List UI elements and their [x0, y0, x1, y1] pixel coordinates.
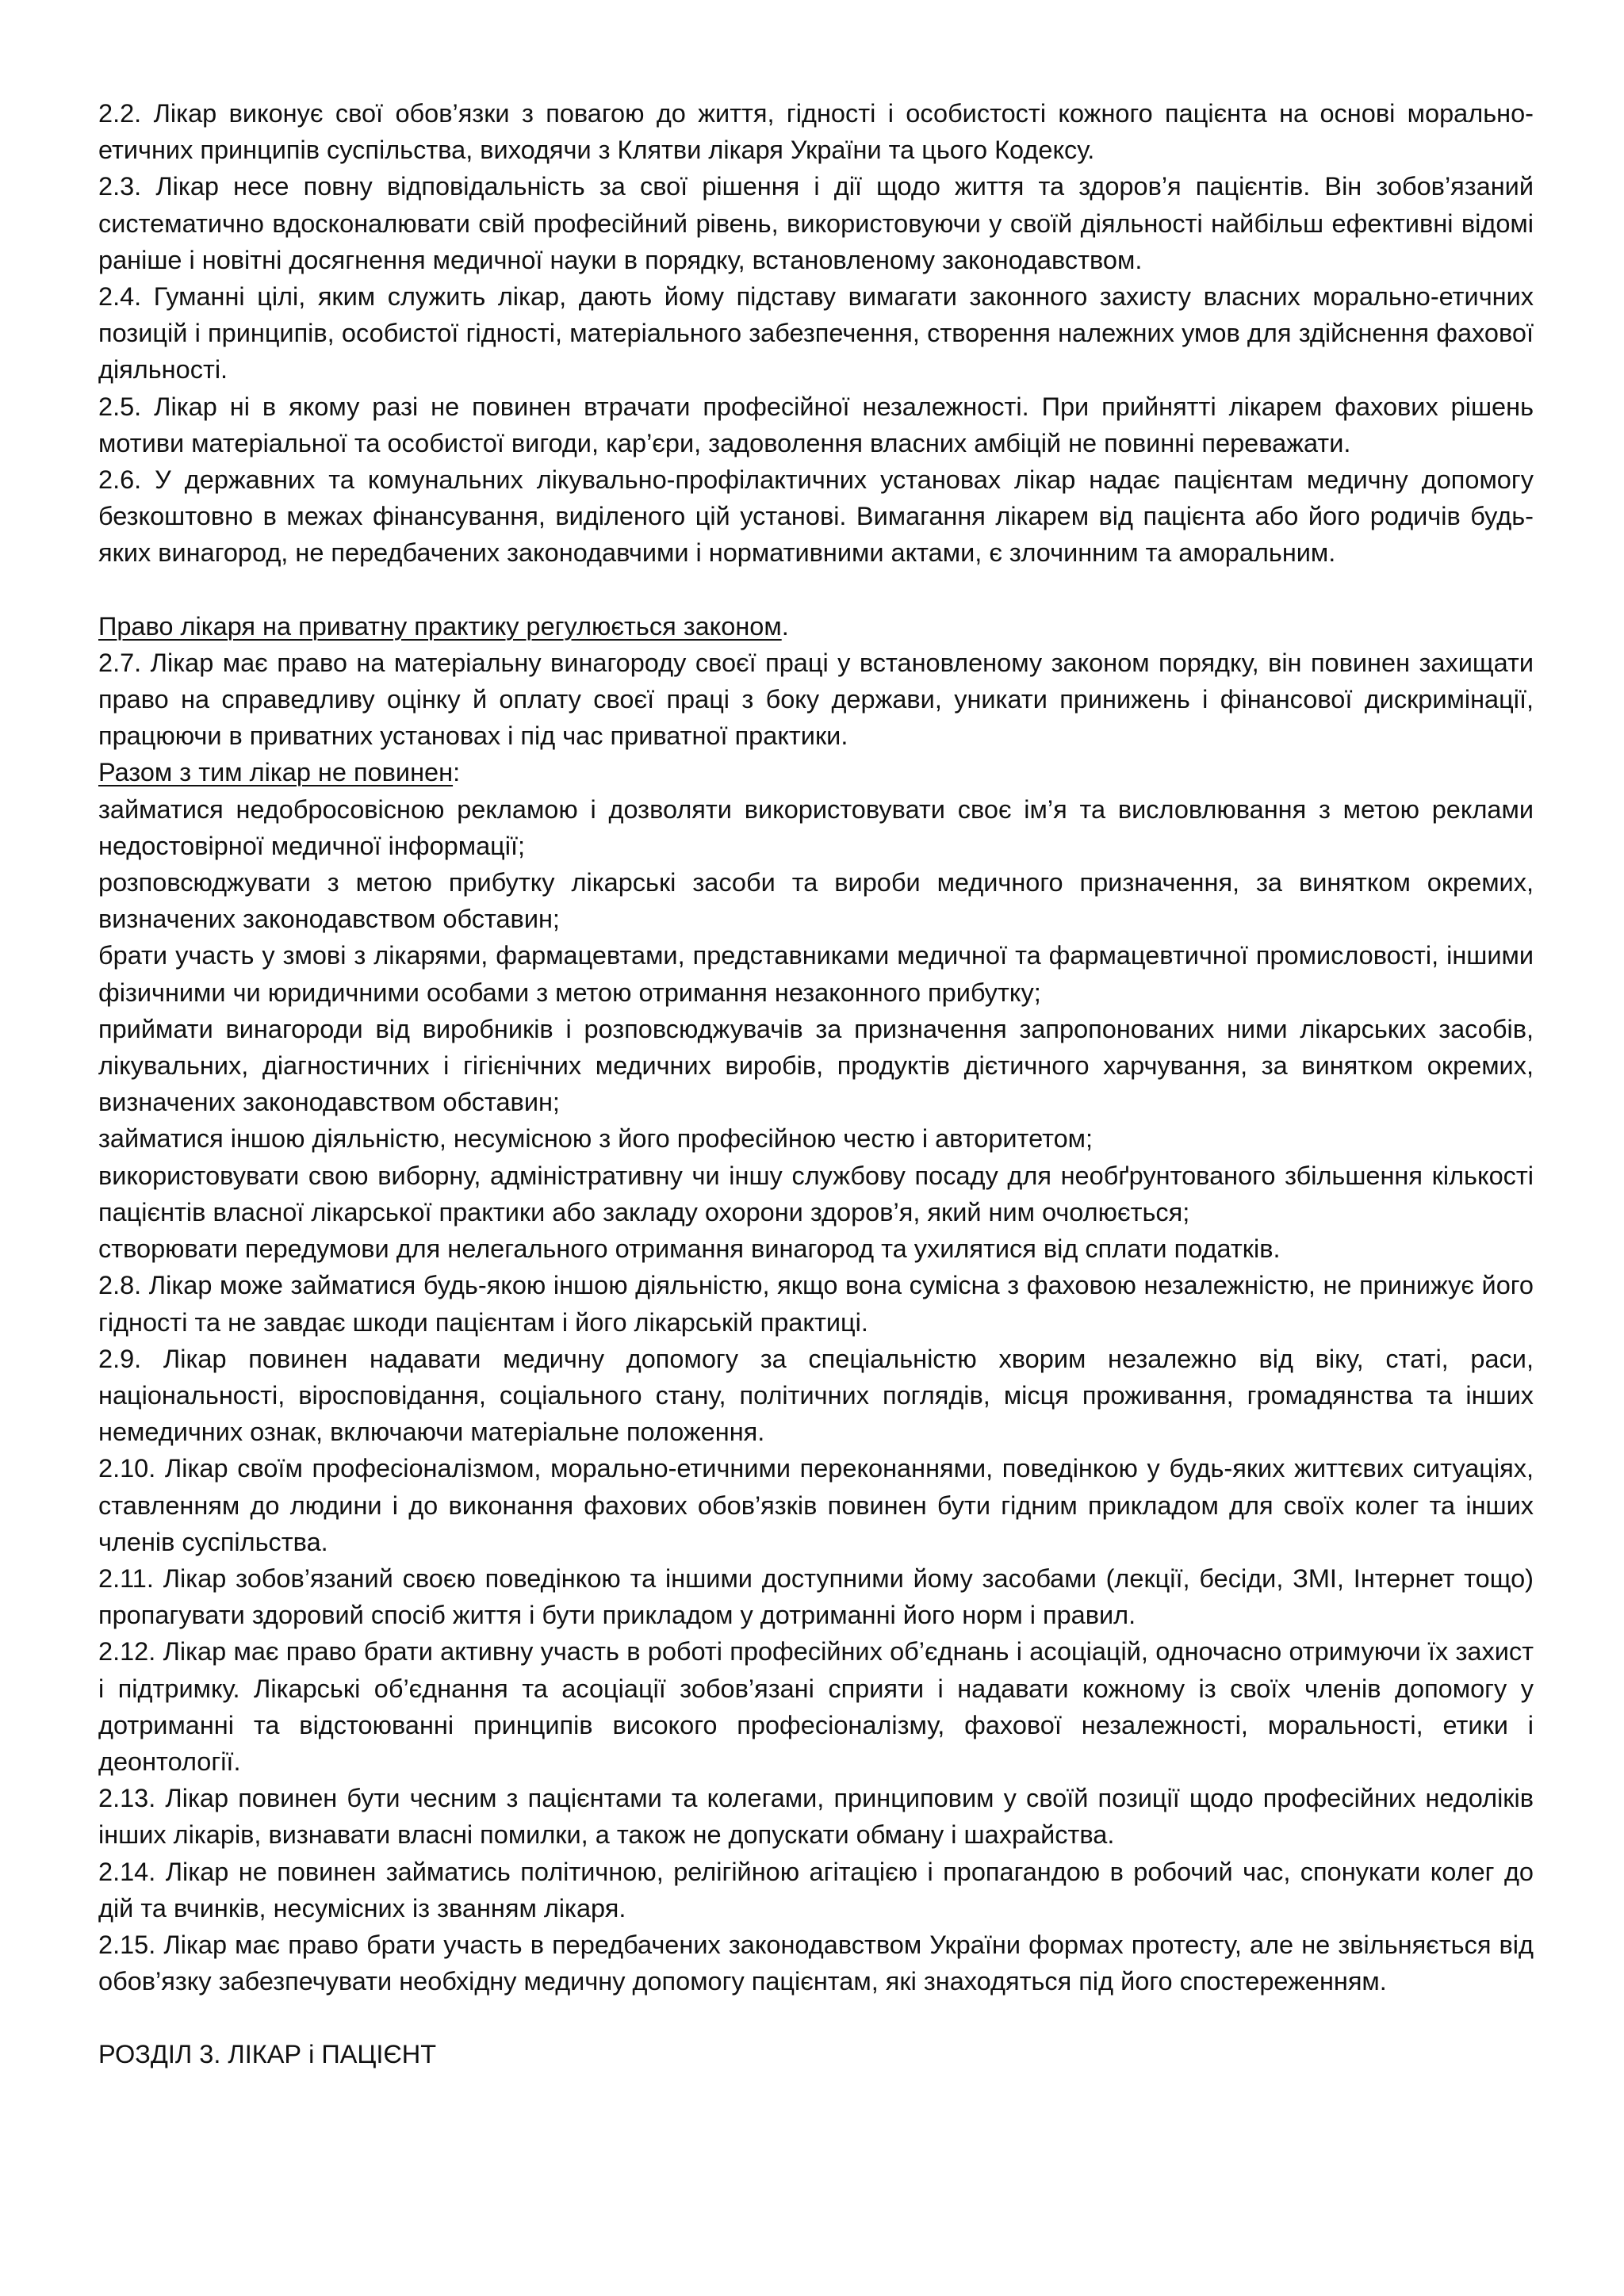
clause-2-10: 2.10. Лікар своїм професіоналізмом, морально-етичними переконаннями, поведінкою у будь-яких життєвих ситуаціях, ставленням до людини і до виконання фахових обов’язків повинен бути гідним прикладом для своїх колег та інших членів суспільства.	[98, 1454, 1534, 1556]
clause-2-9: 2.9. Лікар повинен надавати медичну допомогу за спеціальністю хворим незалежно від віку, статі, раси, національності, віросповідання, соціального стану, політичних поглядів, місця проживання, громадянства та інших немедичних ознак, включаючи матеріальне положення.	[98, 1344, 1534, 1447]
private-practice-note	[98, 608, 1534, 645]
clause-2-8: 2.8. Лікар може займатися будь-якою іншою діяльністю, якщо вона сумісна з фаховою незалежністю, не принижує його гідності та не завдає шкоди пацієнтам і його лікарській практиці.	[98, 1271, 1534, 1337]
clause-2-6: 2.6. У державних та комунальних лікувально-профілактичних установах лікар надає пацієнтам медичну допомогу безкоштовно в межах фінансування, виділеного цій установі. Вимагання лікарем від пацієнта або його родичів будь-яких винагород, не передбачених законодавчими і нормативними актами, є злочинним та аморальним.	[98, 465, 1534, 568]
prohibition-item: займатися недобросовісною рекламою і дозволяти використовувати своє ім’я та висловлювання з метою реклами недостовірної медичної інформації;	[98, 794, 1534, 860]
prohibition-item: створювати передумови для нелегального отримання винагород та ухилятися від сплати податків.	[98, 1234, 1281, 1264]
section-3-heading: РОЗДІЛ 3. ЛІКАР і ПАЦІЄНТ	[98, 2040, 437, 2069]
document-body	[98, 95, 1534, 2073]
prohibition-item: розповсюджувати з метою прибутку лікарські засоби та вироби медичного призначення, за винятком окремих, визначених законодавством обставин;	[98, 868, 1534, 934]
clause-2-11: 2.11. Лікар зобов’язаний своєю поведінкою та іншими доступними йому засобами (лекції, бесіди, ЗМІ, Інтернет тощо) пропагувати здоровий спосіб життя і бути прикладом у дотриманні його норм і правил.	[98, 1563, 1534, 1630]
prohibition-item: приймати винагороди від виробників і розповсюджувачів за призначення запропонованих ними лікарських засобів, лікувальних, діагностичних і гігієнічних медичних виробів, продуктів дієтичного харчування, за винятком окремих, визначених законодавством обставин;	[98, 1014, 1534, 1117]
clause-2-12: 2.12. Лікар має право брати активну участь в роботі професійних об’єднань і асоціацій, одночасно отримуючи їх захист і підтримку. Лікарські об’єднання та асоціації зобов’язані сприяти і надавати кожному із своїх членів допомогу у дотриманні та відстоюванні принципів високого професіоналізму, фахової незалежності, моральності, етики і деонтології.	[98, 1637, 1534, 1776]
clause-2-14: 2.14. Лікар не повинен займатись політичною, релігійною агітацією і пропагандою в робочий час, спонукати колег до дій та вчинків, несумісних із званням лікаря.	[98, 1857, 1534, 1923]
private-practice-note-period: .	[781, 611, 789, 641]
prohibitions-intro	[98, 754, 1534, 790]
prohibitions-intro-text: Разом з тим лікар не повинен	[98, 758, 454, 787]
clause-2-5: 2.5. Лікар ні в якому разі не повинен втрачати професійної незалежності. При прийнятті лікарем фахових рішень мотиви матеріальної та особистої вигоди, кар’єри, задоволення власних амбіцій не повинні переважати.	[98, 392, 1534, 457]
clause-2-15: 2.15. Лікар має право брати участь в передбачених законодавством України формах протесту, але не звільняється від обов’язку забезпечувати необхідну медичну допомогу пацієнтам, які знаходяться під його спостереженням.	[98, 1930, 1534, 1996]
clause-2-13: 2.13. Лікар повинен бути чесним з пацієнтами та колегами, принциповим у своїй позиції щодо професійних недоліків інших лікарів, визнавати власні помилки, а також не допускати обману і шахрайства.	[98, 1784, 1534, 1850]
clause-2-7: 2.7. Лікар має право на матеріальну винагороду своєї праці у встановленому законом порядку, він повинен захищати право на справедливу оцінку й оплату своєї праці з боку держави, уникати принижень і фінансової дискримінації, працюючи в приватних установах і під час приватної практики.	[98, 648, 1534, 751]
prohibition-item: займатися іншою діяльністю, несумісною з його професійною честю і авторитетом;	[98, 1124, 1094, 1154]
private-practice-note-text: Право лікаря на приватну практику регулюється законом	[98, 611, 782, 641]
clause-2-4: 2.4. Гуманні цілі, яким служить лікар, дають йому підставу вимагати законного захисту власних морально-етичних позицій і принципів, особистої гідності, матеріального забезпечення, створення належних умов для здійснення фахової діяльності.	[98, 282, 1534, 385]
clause-2-2: 2.2. Лікар виконує свої обов’язки з повагою до життя, гідності і особистості кожного пацієнта на основі морально-етичних принципів суспільства, виходячи з Клятви лікаря України та цього Кодексу.	[98, 99, 1534, 165]
prohibitions-intro-colon: :	[453, 758, 461, 787]
prohibition-item: використовувати свою виборну, адміністративну чи іншу службову посаду для необґрунтованого збільшення кількості пацієнтів власної лікарської практики або закладу охорони здоров’я, який ним очолюється;	[98, 1161, 1534, 1226]
prohibition-item: брати участь у змові з лікарями, фармацевтами, представниками медичної та фармацевтичної промисловості, іншими фізичними чи юридичними особами з метою отримання незаконного прибутку;	[98, 941, 1534, 1007]
clause-2-3: 2.3. Лікар несе повну відповідальність за свої рішення і дії щодо життя та здоров’я пацієнтів. Він зобов’язаний систематично вдосконалювати свій професійний рівень, використовуючи у своїй діяльності найбільш ефективні відомі раніше і новітні досягнення медичної науки в порядку, встановленому законодавством.	[98, 172, 1534, 274]
